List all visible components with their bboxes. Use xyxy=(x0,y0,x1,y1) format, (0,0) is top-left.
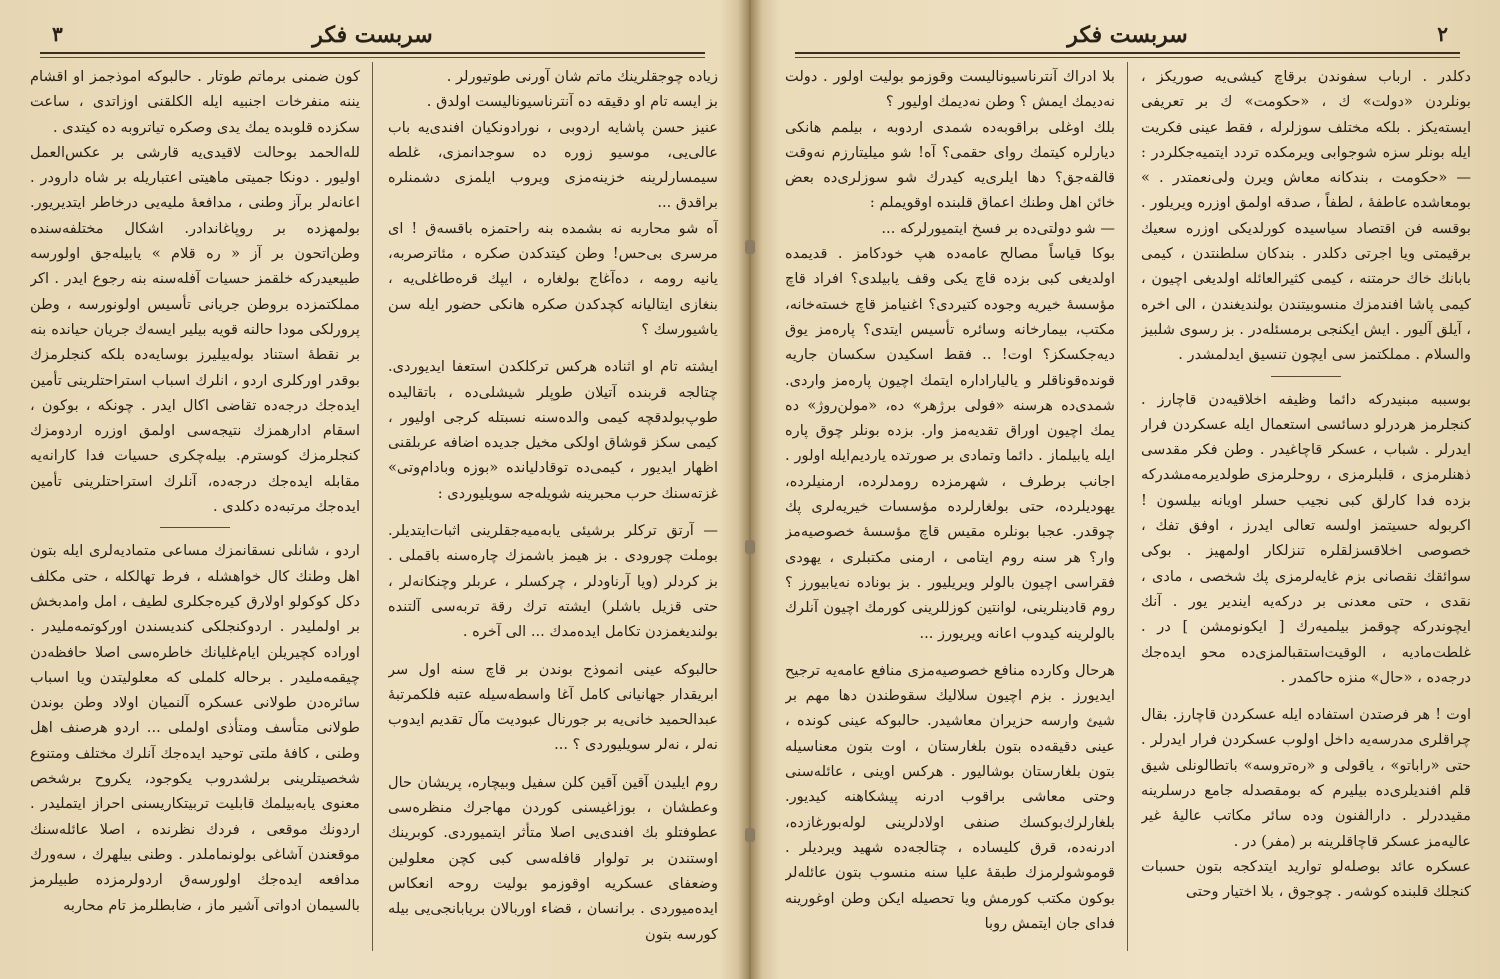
column-divider xyxy=(1127,62,1128,951)
paragraph: بز ايسه تام او دقيقه ده آنترناسيوناليست اولدق . xyxy=(426,93,718,111)
section-divider xyxy=(1271,376,1341,377)
page-header xyxy=(40,18,705,54)
paragraph: بلا ادراك آنترناسيوناليست وقوزمو بوليت اولور . دولت نه‌ديمك ايمش ؟ وطن نه‌ديمك اوليور ؟ xyxy=(785,68,1115,111)
header-rule xyxy=(795,52,1460,54)
paragraph: آه شو محاربه نه بشمده بنه راحتمزه باقسه‌ق ! اى مرسرى بى‌حس! وطن كيتدكدن صكره ، مئاترصربه، يانيه رومه ، ده‌آغاج بولغاره ، ايپك قره‌طاغلى‌يه ، بنغازى ايتاليانه كچدكدن صكره هانكى حضور ايله سن ياشيورسك ؟ xyxy=(388,219,718,338)
paragraph: كون ضمنى برماتم طوتار . حالبوكه اموذجمز او اقشام يننه منفرخات اجنبيه ايله الكلقنى اوزاتدى ، ساعت سكزده قلوبده يمك يدى وصكره تياتروبه ده كيتدى . xyxy=(30,68,360,136)
binding-staple xyxy=(745,828,755,842)
paragraph: زياده چوجقلرينك ماتم شان آورنى طوتيورلر . xyxy=(446,68,718,85)
binding-staple xyxy=(745,240,755,254)
paragraph: لله‌الحمد بوحالت لاقيدى‌يه قارشى بر عكس‌العمل اوليور . دونكا جميتى ماهيتى اعتباريله بر شاه دارودر . اعانه‌لر برآز وطنى ، مدافعهٔ مليه‌يى درخاطر ايتديريور. بولمهزده بر روپاغاندادر. اشكال مختلفه‌سنده وطن‌اتحون بر آز « ره قلام » يابيله‌جق اولورسه طبيعيدركه خلقمز حسيات آفله‌سنه بنه رجوع ايدر . اكر مملكتمزده بروطن جريانى تأسيس اولونورسه ، وطن پرورلكى مودا حالنه قويه بيلير ايسه‌ك جريان حيانده بنه بر نقطهٔ استناد بوله‌بيليرز بوسايه‌ده بلكه كنجلرمزك بوقدر اوركلرى اردو ، انلرك اسباب استراحتلرينى تأمين ايده‌جك درجه‌ده تقاضى اكال ايدر . چونكه ، بوكون ، اسقام ادارهمزك نتيجه‌سى اولمق اوزره اردومزك كنجلرمزك كوسترم. بيله‌چكرى حسيات فدا كارانه‌يه مقابله ايده‌جك درجه‌ده، آنلرك استراحتلرينى تأمين ايده‌جك مرتبه‌ده دكلدى . xyxy=(30,143,360,516)
running-title: سربست فكر xyxy=(312,22,433,48)
page-number: ٣ xyxy=(52,22,63,46)
paragraph: عنيز حسن پاشايه اردوبى ، نورادونكيان افندى‌يه باب عالى‌يى، موسيو زوره ده سوجدانمزى، غلطه سيمسارلرينه خزينه‌مزى ويروب ايلمزى دشمنلره براقدق ... xyxy=(388,118,718,212)
header-rule-thin xyxy=(795,57,1460,58)
page-number: ٢ xyxy=(1437,22,1448,46)
left-page xyxy=(0,0,745,979)
paragraph: روم ايليدن آقين آقين كلن سفيل وبيچاره، پريشان حال وعطشان ، بوزاغيسنى كوردن مهاجرك منظره‌سى عطوفتلو بك افندى‌يى اصلا متأثر ايتميوردى. كوبرينك اوستندن بر تولوار قافله‌سى كبى كچن معلولين وضعفاى عسكريه اوقوزمو بوليت روحه انعكاس ايده‌ميوردى . برانسان ، قضاء اوربالان بريابانجى‌يى بيله كورسه بتون xyxy=(388,773,718,943)
right-page xyxy=(755,0,1500,979)
paragraph: بوكا قياساً مصالح عامه‌ده هپ خودكامز . قديمده اولديغى كبى بزده قاچ يكى وقف يابيلدى؟ افراد قاچ مؤسسهٔ خيريه وجوده كتيردى؟ اغنيامز قاچ خسته‌خانه، مكتب، بيمارخانه وسائره تأسيس ايتدى؟ پاره‌مز يوق ديه‌جكسكز؟ اوت! .. فقط اسكيدن سكسان جاريه قونده‌قوناقلر و يالياراداره ايتمك اچيون پاره‌مز واردى. شمدى‌ده هرسنه «فولى برژهر» ده، «مولن‌روژ» ده يمك اچيون اوراق تقديه‌مز وار. بزده بونلر چوق پاره ايله يابيلماز . دائما وتمادى بر صورتده يارديم‌ايله اولور . اجانب برطرف ، شهرمزده رومدلرده، ارمنيلرده، يهوديلرده، حتى بولغارلرده مؤسسات خيريه‌لرى پك چوقدر. عجبا بونلره مقيس قاچ مؤسسهٔ خصوصيه‌مز وار؟ هر سنه روم ايتامى ، ارمنى مكتبلرى ، يهودى فقراسى اچيون بالولر ويريليور . بز بوناده نه‌يابيورز ؟ روم قادينلرينى، لوانتين كوزللرينى كورمك اچيون آنلرك بالولرينه كيدوب اعانه ويريورز ... xyxy=(785,245,1115,642)
paragraph: بوسببه مبنيدركه دائما وظيفه اخلاقيه‌دن قاچارز . كنجلرمز هردرلو دسائسى استعمال ايله عسكردن فرار ايدرلر . شباب ، عسكر قاچاغيدر . وطن فكر مقدسى ذهنلرمزى ، قلبلرمزى ، روحلرمزى طولديرمه‌مشدركه بزده فدا كارلق كبى نجيب حسلر اويانه بيلسون ! اكربوله حسيتمز اولسه تعالى ايدرز ، اوفق تفك ، خصوصى اخلاقسزلقلره تنزلكار اولمهيز . بوكى سوائقك نقصانى بزم غايه‌لرمزى پك شخصى ، مادى ، نقدى ، حتى معدنى بر دركه‌يه ايندير يور . آنك ايچوندركه چوقمز بيلميه‌رك [ ايكونومشن ] در . غلطت‌ماديه ، الوقيت‌استقبالمزى‌ده محو ايده‌جك درجه‌ده ، «حال» منزه حاكمدر . xyxy=(1141,390,1471,686)
paragraph: عسكره عائد بوصله‌لو تواريد ايتدكجه بتون حسبات كنجلك قلبنده كوشه‌ر . چوجوق ، بلا اختيار وحتى xyxy=(1141,857,1471,901)
paragraph: حالبوكه عينى انموذج بوندن بر قاچ سنه اول سر ابريقدار جهانيانى كامل آغا واسطه‌سيله عتبه فلكمرتبهٔ عبدالحميد خانى‌يه بر جورنال عبوديت مآل تقديم ايدوب نه‌لر ، نه‌لر سويليوردى ؟ ... xyxy=(388,660,718,754)
page-header xyxy=(795,18,1460,54)
column-divider xyxy=(372,62,373,951)
header-rule-thin xyxy=(40,57,705,58)
paragraph: هرحال وكارده منافع خصوصيه‌مزى منافع عامه‌يه ترجيح ايديورز . بزم اچيون سلاليك سقوطندن دها مهم بر شيئ وارسه حزيران معاشيدر. حالبوكه عينى كونده ، عينى دقيقه‌ده بتون بلغارستان ، اوت بتون معناسيله بتون بلغارستان بوشاليور . هركس اوينى ، عائله‌سنى وحتى معاشى براقوب ادرنه پيشكاهنه كيديور. بلغارلرك‌بوكسك صنفى اولادلرينى لوله‌بورغازده، ادرنه‌ده، قرق كليساده ، چتالجه‌ده شهيد ويرديلر . قوموشولرمزك طبقهٔ عليا سنه منسوب بتون عائله‌لر بوكون مكتب كورمش ويا تحصيله ايكن وطن اوغورينه فداى جان ايتمش روبا xyxy=(785,661,1115,932)
text-column-right xyxy=(388,64,718,955)
paragraph: اردو ، شانلى نسقانمزك مساعى متماديه‌لرى ايله بتون اهل وطنك كال خواهشله ، فرط تهالكله ، حتى مكلف دكل كوكولو اولارق كيره‌جكلرى لطيف ، امل وامدبخش بر اولمليدر . اردوكنجلكى كنديسندن اوركوتمه‌مليدر . اوراده كچيريلن ايام‌غليانك خاطره‌سى اصلا حافظه‌دن چيقمه‌مليدر . برحاله كلملى كه معلوليتدن ويا اسباب سائره‌دن طولانى عسكره آلنميان اولاد وطن بوندن طولانى متأسف ومتأذى اولملى ... اردو هرصنف اهل وطنى ، كافهٔ ملتى توحيد ايده‌جك آنلرك مختلف ومتنوع شخصيتلرينى برلشدروب يكوجود، يكروح برشخص معنوى يابه‌بيلمك قابليت تربيتكاريسنى احراز ايتمليدر . اردونك موقعى ، فردك نظرنده ، اصلا عائله‌سنك موقعندن آشاغى بولونماملدر . وطنى بيلهرك ، سه‌ورك مدافعه ايده‌جك اولورسه‌ق اردولرمزده طبيلرمز بالسيمان ادواتى آشير ماز ، ضابطلرمز تام محاربه xyxy=(30,542,360,914)
paragraph: اوت ! هر فرصتدن استفاده ايله عسكردن قاچارز. بقال چراقلرى مدرسه‌يه داخل اولوب عسكردن فرار ايدرلر . حتى «راباتو» ، ياقولى و «ره‌تروسه» باتطالونلى شيق قلم افنديلرى‌ده بيليرم كه بومقصدله جامع درسلرينه مقيددرلر . دارالفنون وده سائر مكاتب عاليهٔ غير عاليه‌مز عسكر قاچاقلرينه بر (مفر) در . xyxy=(1141,706,1471,850)
binding-staple xyxy=(745,540,755,554)
header-rule xyxy=(40,52,705,54)
paragraph: بلك اوغلى براقوبه‌ده شمدى اردوبه ، بيلمم هانكى ديارلره كيتمك رواى حقمى؟ آه! شو ميليتارزم نه‌وقت قالقه‌جق؟ دها ايلرى‌يه كيدرك شو سوزلرى‌ده بعض خائن اهل وطنك اعماق قلبنده اوقويملم : xyxy=(785,118,1115,212)
text-column-left xyxy=(30,64,360,955)
text-column-left xyxy=(785,64,1115,955)
paragraph: — شو دولتى‌ده بر فسخ ايتميورلركه ... xyxy=(881,219,1115,237)
text-column-right xyxy=(1141,64,1471,955)
paragraph: ايشته تام او اثناده هركس تركلكدن استعفا ايديوردى. چتالجه قربنده آتيلان طوپلر شيشلى‌ده ، باتقاليده طوپ‌بولدقچه كيمى والده‌سنه نسبتله كرجى اوليور ، كيمى سكز قوشاق اولكى مخيل جديده اضافه عربلقنى اظهار ايديور ، كيمى‌ده توقادليانده «بوزه وبادام‌وتى» غزته‌سنك حرب محبرينه شويله‌جه سويليوردى : xyxy=(388,358,718,502)
section-divider xyxy=(160,527,230,528)
paragraph: دكلدر . ارباب سفوندن برقاچ كيشى‌يه صوريكز ، بونلردن «دولت» ك ، «حكومت» ك بر تعريفى ايسته‌يكز . بلكه مختلف سوزلرله ، فقط عينى فكريت ايله بونلر سزه شوجوابى ويرمكده تردد ايتميه‌جكلردر : — «حكومت ، بندكانه معاش ويرن ولى‌نعمتدر . » بومعاشده عاطفهٔ ، لطفاً ، صدقه اولمق اوزره ويريلور . بوقسه فن اقتصاد سياسيده كورلديكى اوزره سعيك برقيمتى ويا اجرتى دكلدر . بندكان سلطنتدن ، كيمى بابانك خاك حرمتنه ، كيمى كثيرالعائله اولديغى اچيون ، كيمى پاشا افندمزك منسوبيتندن بولنديغندن ، الى اخره ، آيلق آليور . ايش ايكنجى برمسئله‌در . بز رسوى شلبيز والسلام . مملكتمز سى ايچون تنسيق ايدلمشدر . xyxy=(1141,68,1471,364)
running-title: سربست فكر xyxy=(1067,22,1188,48)
paragraph: — آرتق تركلر برشيئى يابه‌ميه‌جقلرينى اثبات‌ايتديلر. بوملت چورودى . بز هيمز باشمزك چاره‌سنه باقملى . بز كردلر (ويا آرناودلر ، چركسلر ، عربلر وچنكانه‌لر ، حتى قزيل باشلر) ايشته ترك رقة تربه‌سى آلتنده بولنديغمزدن تكامل ايده‌مدك ... الى آخره . xyxy=(388,522,718,641)
